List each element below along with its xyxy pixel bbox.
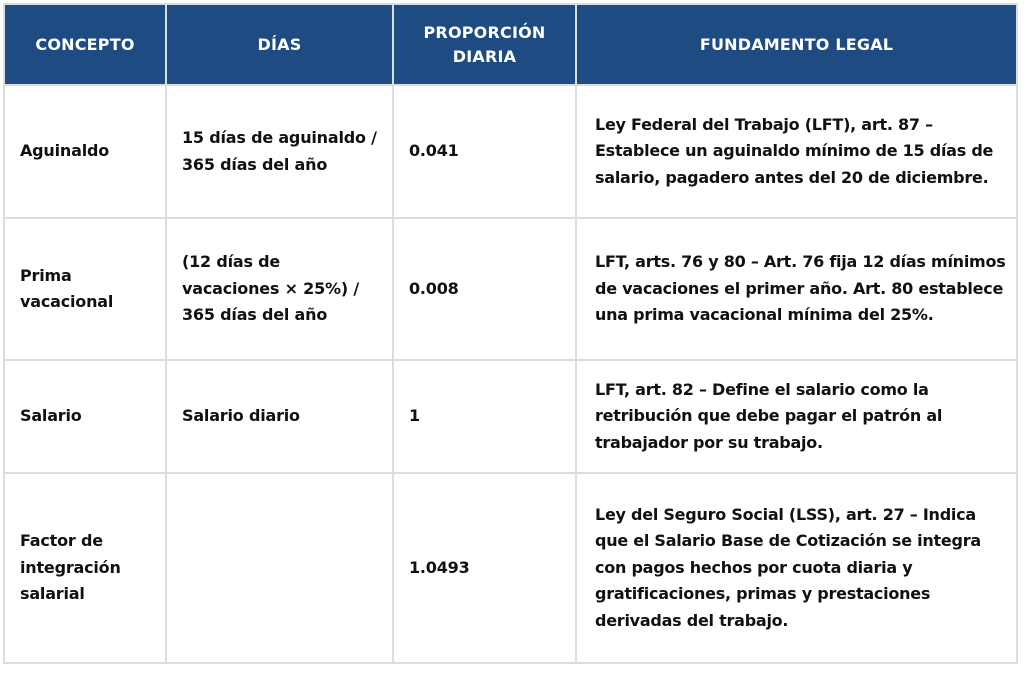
cell-fundamento: Ley Federal del Trabajo (LFT), art. 87 – Establece un aguinaldo mínimo de 15 días de salario, pagadero antes del 20 de diciembre. (576, 85, 1017, 218)
header-dias: DÍAS (166, 4, 393, 85)
table-row-prima-vacacional (4, 218, 1017, 360)
cell-proporcion: 0.008 (393, 218, 576, 360)
table-row-factor-integracion (4, 473, 1017, 663)
cell-dias: Salario diario (166, 360, 393, 473)
cell-proporcion: 1 (393, 360, 576, 473)
cell-fundamento: Ley del Seguro Social (LSS), art. 27 – Indica que el Salario Base de Cotización se integra con pagos hechos por cuota diaria y gratificaciones, primas y prestaciones derivadas del trabajo. (576, 473, 1017, 663)
cell-fundamento: LFT, arts. 76 y 80 – Art. 76 fija 12 días mínimos de vacaciones el primer año. Art. 80 establece una prima vacacional mínima del 25%. (576, 218, 1017, 360)
cell-concepto: Prima vacacional (4, 218, 166, 360)
table-container (3, 3, 1016, 664)
cell-concepto: Aguinaldo (4, 85, 166, 218)
table-row-salario (4, 360, 1017, 473)
cell-concepto: Salario (4, 360, 166, 473)
cell-concepto: Factor de integración salarial (4, 473, 166, 663)
cell-fundamento: LFT, art. 82 – Define el salario como la retribución que debe pagar el patrón al trabajador por su trabajo. (576, 360, 1017, 473)
table-row-aguinaldo (4, 85, 1017, 218)
cell-dias: (12 días de vacaciones × 25%) / 365 días del año (166, 218, 393, 360)
cell-dias (166, 473, 393, 663)
table-header-row (4, 4, 1017, 85)
header-proporcion-diaria: PROPORCIÓN DIARIA (393, 4, 576, 85)
header-concepto: CONCEPTO (4, 4, 166, 85)
cell-proporcion: 1.0493 (393, 473, 576, 663)
header-fundamento-legal: FUNDAMENTO LEGAL (576, 4, 1017, 85)
cell-dias: 15 días de aguinaldo / 365 días del año (166, 85, 393, 218)
cell-proporcion: 0.041 (393, 85, 576, 218)
salary-integration-table (3, 3, 1018, 664)
